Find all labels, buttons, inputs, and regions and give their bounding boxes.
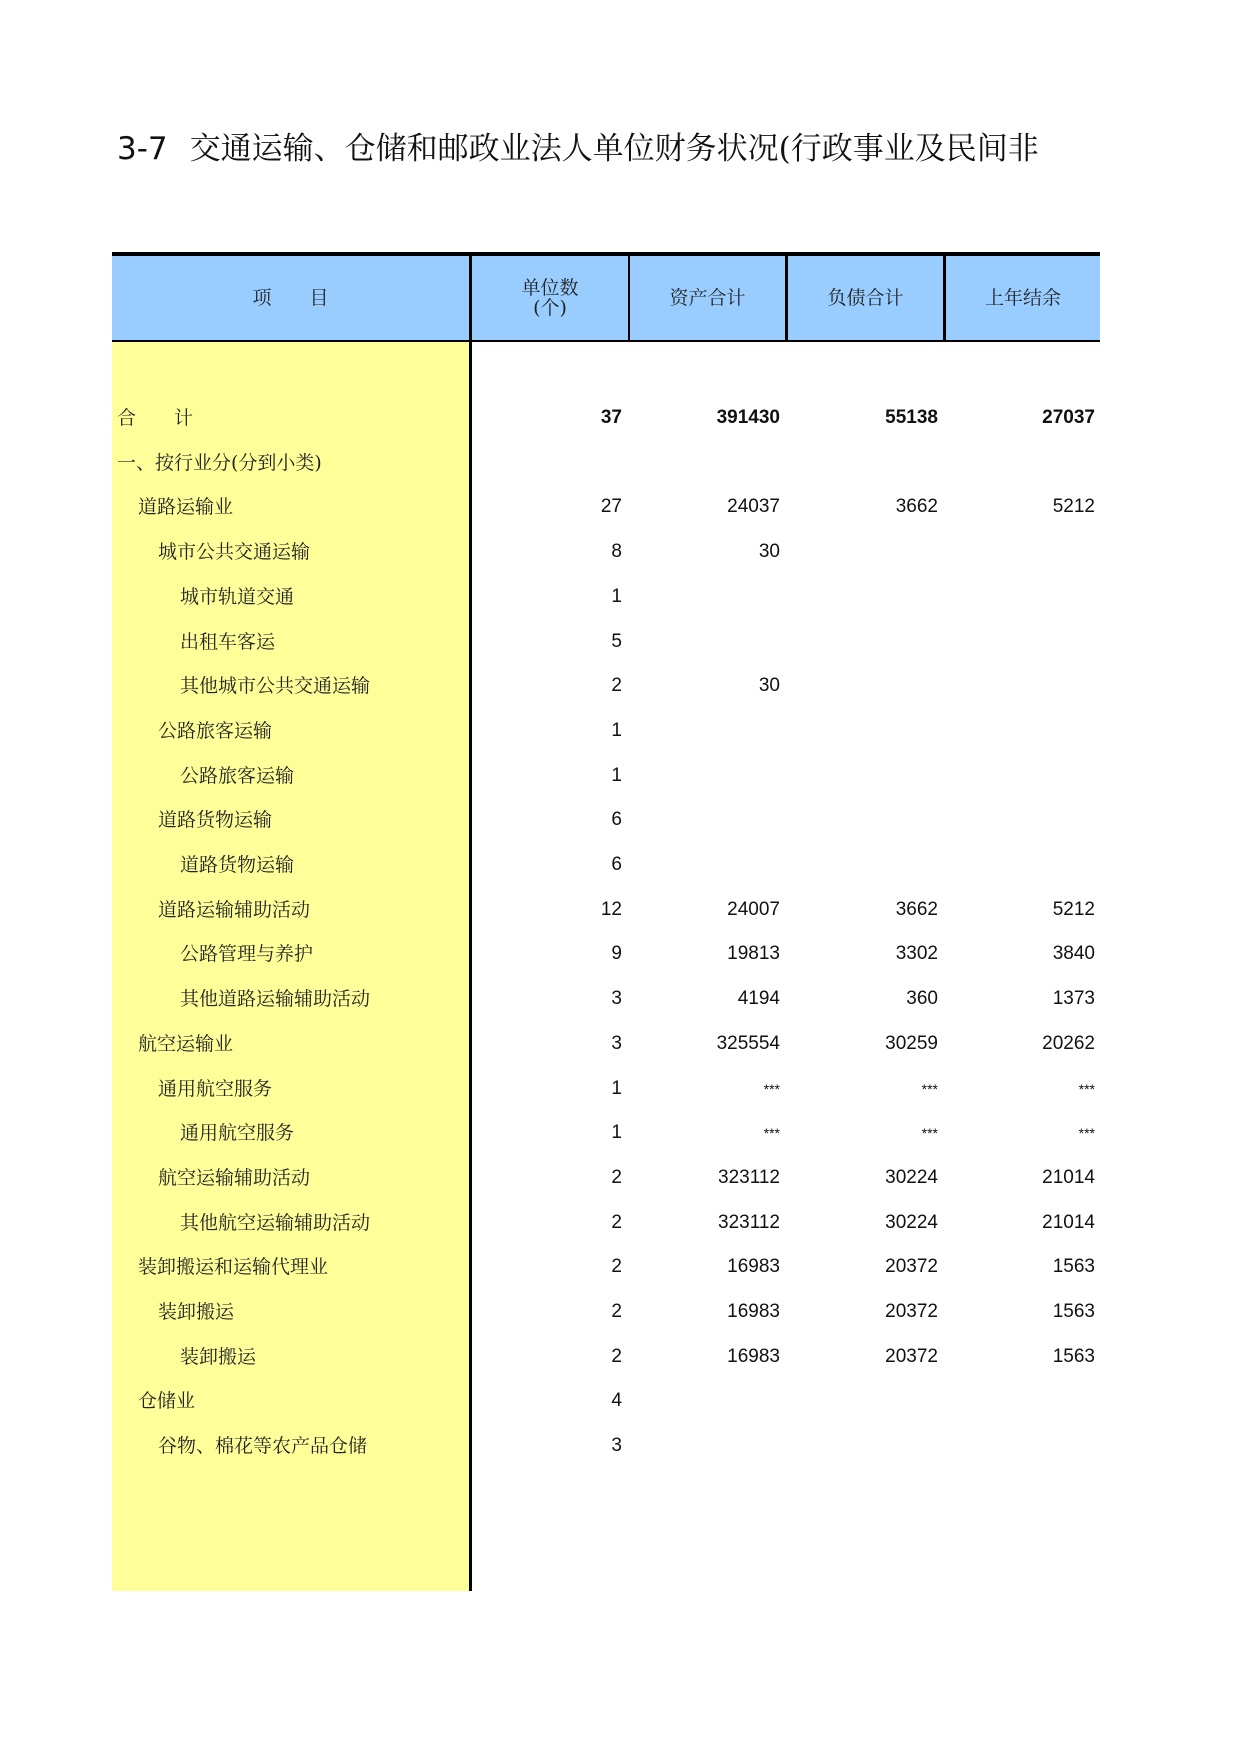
table-row bbox=[112, 795, 1100, 845]
cell-liabilities: 20372 bbox=[885, 1256, 938, 1278]
cell-prev-balance bbox=[943, 617, 1095, 667]
cell-liabilities bbox=[785, 572, 938, 622]
cell-liabilities bbox=[785, 795, 938, 845]
row-label: 航空运输辅助活动 bbox=[158, 1166, 311, 1189]
cell-assets bbox=[628, 438, 780, 488]
row-label: 谷物、棉花等农产品仓储 bbox=[158, 1435, 368, 1458]
cell-prev-balance bbox=[943, 840, 1095, 890]
table-row bbox=[112, 393, 1100, 443]
table-row bbox=[112, 885, 1100, 935]
cell-assets bbox=[628, 572, 780, 622]
cell-prev-balance: 21014 bbox=[1042, 1211, 1095, 1233]
row-label: 其他城市公共交通运输 bbox=[180, 675, 371, 698]
cell-liabilities bbox=[785, 840, 938, 890]
cell-units: 1 bbox=[611, 1077, 622, 1099]
cell-prev-balance bbox=[943, 751, 1095, 801]
cell-assets: *** bbox=[763, 1080, 780, 1097]
cell-units: 27 bbox=[600, 496, 622, 518]
cell-liabilities: 30224 bbox=[885, 1211, 938, 1233]
cell-prev-balance bbox=[943, 527, 1095, 577]
cell-liabilities: 20372 bbox=[885, 1301, 938, 1322]
cell-liabilities bbox=[785, 1376, 938, 1426]
cell-prev-balance bbox=[943, 1421, 1095, 1471]
table-row bbox=[112, 1332, 1100, 1382]
cell-liabilities bbox=[785, 527, 938, 577]
cell-assets: 16983 bbox=[727, 1345, 780, 1367]
row-label: 公路旅客运输 bbox=[158, 719, 273, 742]
header-units-line2: (个) bbox=[533, 297, 567, 319]
table-row bbox=[112, 572, 1100, 622]
cell-prev-balance: 1563 bbox=[1052, 1301, 1095, 1322]
table-row bbox=[112, 840, 1100, 890]
row-label: 合 计 bbox=[117, 407, 194, 429]
cell-prev-balance: 21014 bbox=[1042, 1166, 1095, 1188]
row-label: 道路运输辅助活动 bbox=[158, 898, 311, 921]
table-row bbox=[112, 661, 1100, 711]
cell-prev-balance: 1373 bbox=[1052, 988, 1095, 1010]
cell-units: 3 bbox=[611, 1032, 622, 1054]
cell-prev-balance: 1563 bbox=[1052, 1256, 1095, 1278]
row-label: 通用航空服务 bbox=[180, 1122, 295, 1145]
cell-assets: *** bbox=[763, 1125, 780, 1142]
title-text: 交通运输、仓储和邮政业法人单位财务状况(行政事业及民间非 bbox=[189, 131, 1039, 167]
cell-liabilities bbox=[785, 706, 938, 756]
cell-prev-balance bbox=[943, 572, 1095, 622]
cell-units: 1 bbox=[611, 719, 622, 741]
cell-units: 6 bbox=[611, 809, 622, 831]
title-number: 3-7 bbox=[117, 131, 168, 167]
row-label: 道路货物运输 bbox=[158, 809, 273, 832]
cell-prev-balance bbox=[943, 795, 1095, 845]
table-row bbox=[112, 617, 1100, 667]
cell-units: 3 bbox=[611, 1435, 622, 1457]
row-label: 公路管理与养护 bbox=[180, 943, 314, 966]
cell-units: 2 bbox=[611, 1166, 622, 1188]
row-label: 航空运输业 bbox=[138, 1032, 234, 1055]
cell-assets: 16983 bbox=[727, 1256, 780, 1278]
cell-units: 12 bbox=[600, 898, 622, 920]
cell-units: 1 bbox=[611, 585, 622, 607]
row-label: 公路旅客运输 bbox=[180, 764, 295, 787]
row-label: 装卸搬运 bbox=[180, 1345, 257, 1368]
cell-units: 2 bbox=[611, 1345, 622, 1367]
cell-assets: 325554 bbox=[716, 1032, 780, 1054]
table-row bbox=[112, 1064, 1100, 1114]
row-label: 城市公共交通运输 bbox=[158, 541, 311, 564]
cell-assets bbox=[628, 840, 780, 890]
cell-units: 37 bbox=[600, 407, 622, 428]
row-label: 通用航空服务 bbox=[158, 1077, 273, 1100]
header-item bbox=[112, 256, 469, 340]
row-label: 装卸搬运 bbox=[158, 1301, 235, 1323]
cell-liabilities bbox=[785, 661, 938, 711]
table-header bbox=[112, 252, 1100, 342]
table-row bbox=[112, 482, 1100, 532]
cell-liabilities bbox=[785, 1421, 938, 1471]
cell-units bbox=[472, 438, 622, 488]
header-units-line1: 单位数 bbox=[521, 277, 579, 299]
cell-assets bbox=[628, 706, 780, 756]
cell-units: 1 bbox=[611, 764, 622, 786]
cell-prev-balance bbox=[943, 706, 1095, 756]
table-row bbox=[112, 1287, 1100, 1337]
table-row bbox=[112, 1108, 1100, 1158]
cell-assets bbox=[628, 617, 780, 667]
cell-liabilities: 30259 bbox=[885, 1032, 938, 1054]
cell-prev-balance bbox=[943, 1376, 1095, 1426]
cell-units: 5 bbox=[611, 630, 622, 652]
cell-assets bbox=[628, 751, 780, 801]
cell-assets bbox=[628, 1376, 780, 1426]
cell-liabilities: 3662 bbox=[895, 496, 938, 518]
row-label: 仓储业 bbox=[138, 1390, 196, 1413]
cell-units: 4 bbox=[611, 1390, 622, 1412]
cell-assets: 24007 bbox=[727, 898, 780, 920]
cell-units: 2 bbox=[611, 675, 622, 697]
table-body bbox=[112, 342, 1100, 1591]
header-liabilities-label: 负债合计 bbox=[827, 287, 904, 309]
cell-prev-balance: 20262 bbox=[1042, 1032, 1095, 1054]
cell-assets bbox=[628, 795, 780, 845]
table-row bbox=[112, 438, 1100, 488]
cell-prev-balance bbox=[943, 438, 1095, 488]
table-row bbox=[112, 1019, 1100, 1069]
cell-units: 2 bbox=[611, 1211, 622, 1233]
cell-liabilities bbox=[785, 751, 938, 801]
cell-liabilities: 55138 bbox=[885, 407, 938, 428]
cell-assets: 19813 bbox=[727, 943, 780, 965]
header-liabilities bbox=[785, 256, 943, 340]
cell-units: 9 bbox=[611, 943, 622, 965]
cell-liabilities: 20372 bbox=[885, 1345, 938, 1367]
cell-liabilities bbox=[785, 617, 938, 667]
cell-prev-balance: 5212 bbox=[1052, 496, 1095, 518]
cell-assets: 4194 bbox=[737, 988, 780, 1010]
cell-assets: 323112 bbox=[718, 1211, 780, 1233]
row-label: 一、按行业分(分到小类) bbox=[117, 451, 322, 474]
cell-prev-balance: 27037 bbox=[1042, 407, 1095, 428]
cell-assets: 323112 bbox=[718, 1166, 780, 1188]
cell-units: 6 bbox=[611, 854, 622, 875]
cell-liabilities: 3662 bbox=[895, 898, 938, 920]
table-row bbox=[112, 1421, 1100, 1471]
row-label: 其他道路运输辅助活动 bbox=[180, 988, 371, 1011]
row-label: 其他航空运输辅助活动 bbox=[180, 1211, 371, 1234]
cell-units: 1 bbox=[611, 1122, 622, 1144]
row-label: 道路运输业 bbox=[138, 496, 234, 519]
cell-units: 2 bbox=[611, 1301, 622, 1322]
header-assets-label: 资产合计 bbox=[669, 287, 746, 309]
cell-assets: 30 bbox=[758, 541, 780, 563]
row-label: 道路货物运输 bbox=[180, 854, 295, 876]
table-row bbox=[112, 929, 1100, 979]
page-title bbox=[117, 128, 1100, 170]
table-row bbox=[112, 527, 1100, 577]
header-prev-balance bbox=[943, 256, 1100, 340]
header-assets bbox=[628, 256, 785, 340]
table-row bbox=[112, 706, 1100, 756]
cell-liabilities: *** bbox=[921, 1125, 938, 1142]
cell-prev-balance: 3840 bbox=[1052, 943, 1095, 965]
cell-assets: 30 bbox=[758, 675, 780, 697]
cell-liabilities: 360 bbox=[906, 988, 938, 1010]
row-label: 城市轨道交通 bbox=[180, 585, 295, 608]
cell-units: 3 bbox=[611, 988, 622, 1010]
cell-units: 2 bbox=[611, 1256, 622, 1278]
cell-assets: 391430 bbox=[716, 407, 780, 428]
cell-assets: 24037 bbox=[727, 496, 780, 518]
cell-units: 8 bbox=[611, 541, 622, 563]
cell-prev-balance: 1563 bbox=[1052, 1345, 1095, 1367]
cell-assets: 16983 bbox=[727, 1301, 780, 1322]
cell-liabilities bbox=[785, 438, 938, 488]
table-row bbox=[112, 1242, 1100, 1292]
header-prev-balance-label: 上年结余 bbox=[984, 287, 1061, 309]
cell-assets bbox=[628, 1421, 780, 1471]
cell-prev-balance: *** bbox=[1078, 1080, 1095, 1097]
table-row bbox=[112, 1376, 1100, 1426]
cell-prev-balance bbox=[943, 661, 1095, 711]
table-row bbox=[112, 1153, 1100, 1203]
cell-liabilities: 3302 bbox=[895, 943, 938, 965]
table-row bbox=[112, 751, 1100, 801]
cell-prev-balance: 5212 bbox=[1052, 898, 1095, 920]
cell-liabilities: *** bbox=[921, 1080, 938, 1097]
table-row bbox=[112, 1198, 1100, 1248]
row-label: 出租车客运 bbox=[180, 630, 276, 653]
table-row bbox=[112, 974, 1100, 1024]
header-item-label: 项 目 bbox=[252, 287, 329, 309]
cell-liabilities: 30224 bbox=[885, 1166, 938, 1188]
cell-prev-balance: *** bbox=[1078, 1125, 1095, 1142]
header-units bbox=[469, 256, 628, 340]
row-label: 装卸搬运和运输代理业 bbox=[138, 1256, 329, 1279]
